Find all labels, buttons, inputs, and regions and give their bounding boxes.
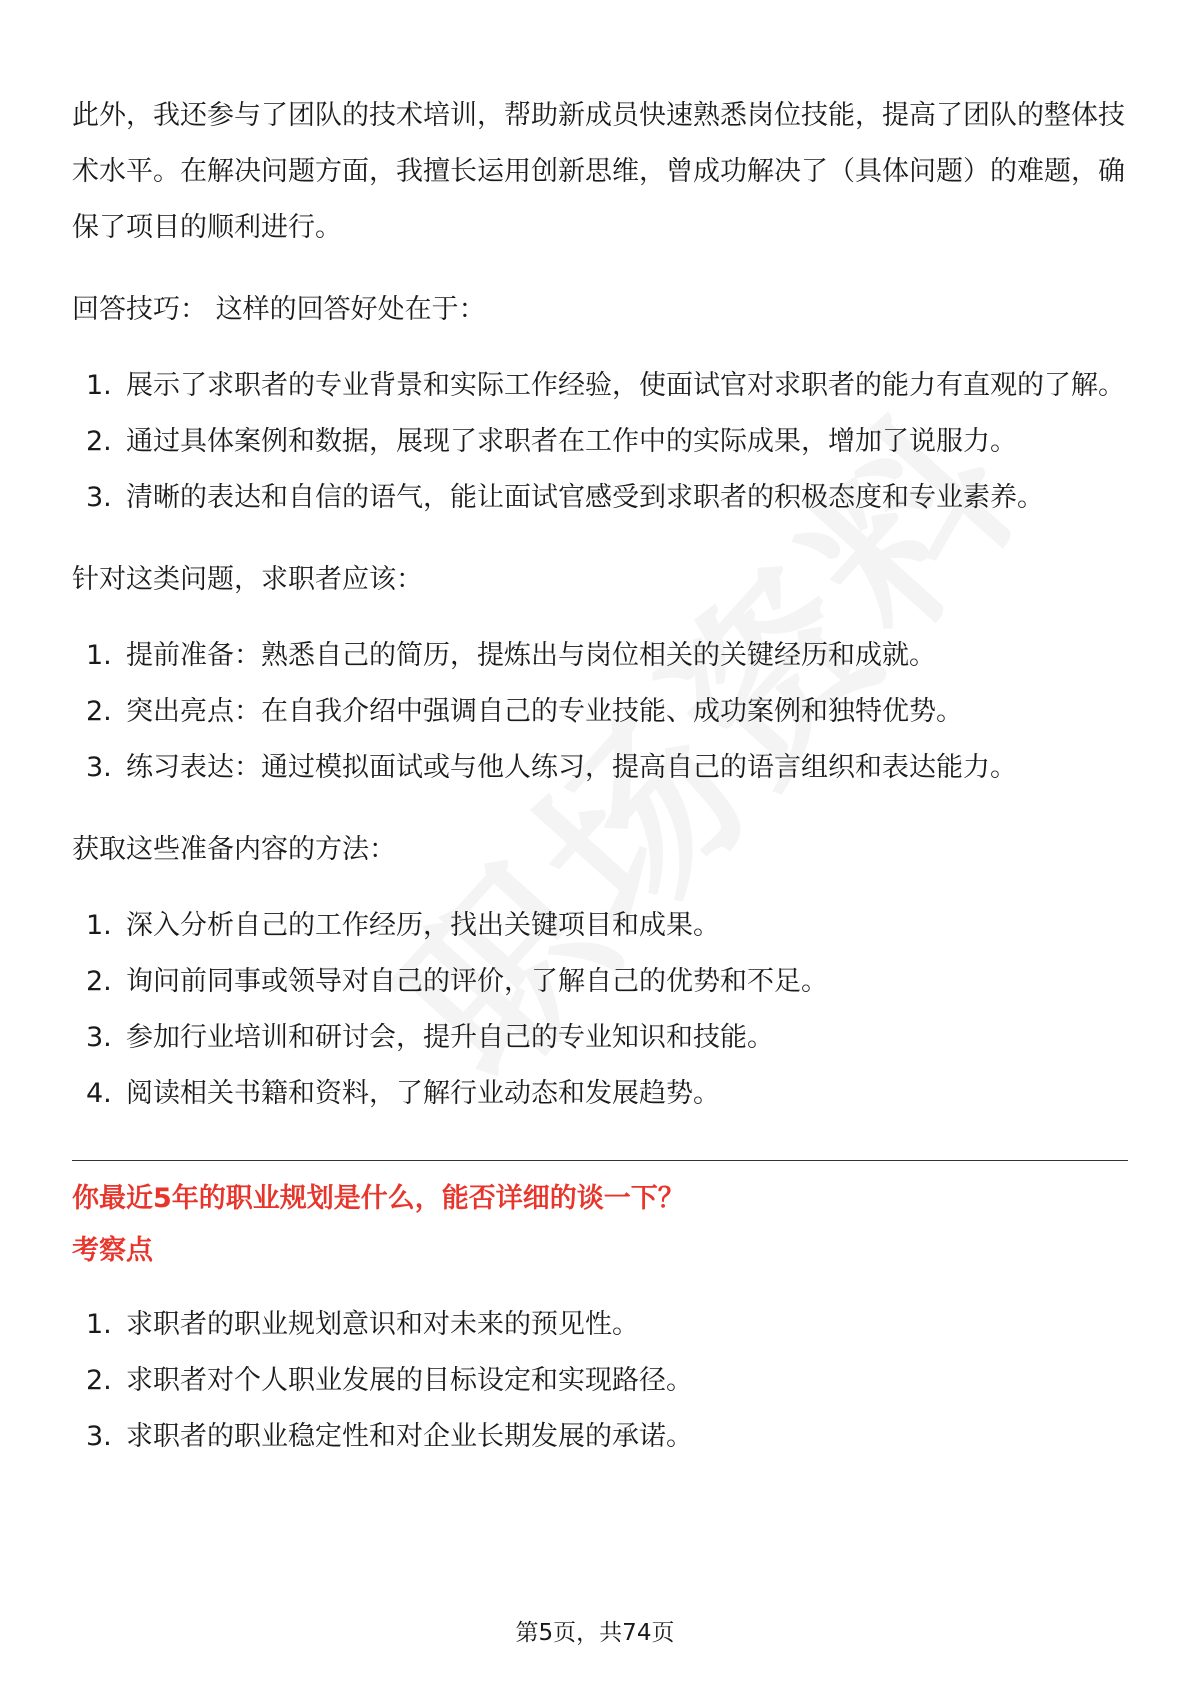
page-footer: 第5页，共74页 [515, 1620, 675, 1646]
tips-heading: 回答技巧： 这样的回答好处在于： [72, 294, 486, 325]
list-item [72, 414, 1128, 470]
list-item [72, 1297, 1128, 1353]
list-text: 求职者对个人职业发展的目标设定和实现路径。 [126, 1365, 693, 1396]
list-text: 询问前同事或领导对自己的评价，了解自己的优势和不足。 [126, 966, 828, 997]
list-number: 4. [86, 1078, 112, 1109]
tips-list [72, 358, 1128, 526]
list-number: 3. [86, 752, 112, 783]
list-text: 练习表达：通过模拟面试或与他人练习，提高自己的语言组织和表达能力。 [126, 752, 1017, 783]
focus-heading: 考察点 [72, 1235, 153, 1266]
list-text: 求职者的职业稳定性和对企业长期发展的承诺。 [126, 1421, 693, 1452]
question-title: 你最近5年的职业规划是什么，能否详细的谈一下？ [72, 1183, 685, 1214]
list-item [72, 1010, 1128, 1066]
should-list [72, 628, 1128, 796]
list-item [72, 470, 1128, 526]
list-text: 阅读相关书籍和资料，了解行业动态和发展趋势。 [126, 1078, 720, 1109]
list-item [72, 740, 1128, 796]
list-number: 1. [86, 370, 112, 401]
list-text: 提前准备：熟悉自己的简历，提炼出与岗位相关的关键经历和成就。 [126, 640, 936, 671]
list-item [72, 1353, 1128, 1409]
list-item [72, 684, 1128, 740]
should-heading: 针对这类问题，求职者应该： [72, 564, 423, 595]
list-number: 2. [86, 426, 112, 457]
list-number: 3. [86, 1022, 112, 1053]
list-text: 求职者的职业规划意识和对未来的预见性。 [126, 1309, 639, 1340]
list-number: 1. [86, 910, 112, 941]
list-number: 2. [86, 696, 112, 727]
list-item [72, 358, 1128, 414]
list-number: 2. [86, 966, 112, 997]
list-text: 参加行业培训和研讨会，提升自己的专业知识和技能。 [126, 1022, 774, 1053]
list-number: 3. [86, 1421, 112, 1452]
list-number: 3. [86, 482, 112, 513]
list-number: 1. [86, 640, 112, 671]
page-content [72, 88, 1128, 1465]
intro-paragraph: 此外，我还参与了团队的技术培训，帮助新成员快速熟悉岗位技能，提高了团队的整体技术水平。在解决问题方面，我擅长运用创新思维，曾成功解决了（具体问题）的难题，确保了项目的顺利进行。 [72, 100, 1125, 243]
list-item [72, 628, 1128, 684]
list-item [72, 1409, 1128, 1465]
list-text: 展示了求职者的专业背景和实际工作经验，使面试官对求职者的能力有直观的了解。 [126, 370, 1125, 401]
list-text: 清晰的表达和自信的语气，能让面试官感受到求职者的积极态度和专业素养。 [126, 482, 1044, 513]
list-number: 1. [86, 1309, 112, 1340]
methods-list [72, 898, 1128, 1122]
list-item [72, 954, 1128, 1010]
list-number: 2. [86, 1365, 112, 1396]
list-item [72, 898, 1128, 954]
list-text: 突出亮点：在自我介绍中强调自己的专业技能、成功案例和独特优势。 [126, 696, 963, 727]
list-text: 通过具体案例和数据，展现了求职者在工作中的实际成果，增加了说服力。 [126, 426, 1017, 457]
list-item [72, 1066, 1128, 1122]
list-text: 深入分析自己的工作经历，找出关键项目和成果。 [126, 910, 720, 941]
methods-heading: 获取这些准备内容的方法： [72, 834, 396, 865]
focus-list [72, 1297, 1128, 1465]
